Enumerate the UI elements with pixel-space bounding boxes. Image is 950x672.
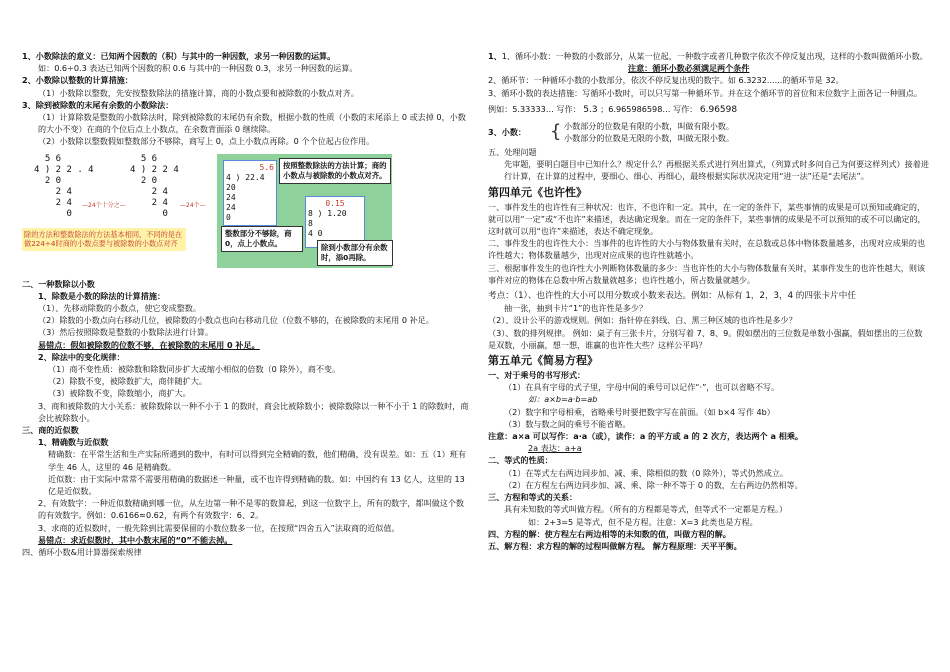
equality-rule-1: （1）在等式左右两边同步加、减、乘、除相似的数（0 除外），等式仍然成立。: [504, 467, 789, 478]
possibility-types: 一、事件发生的也许性有三种状况：也许、不也许和一定。其中，在一定的条件下，某些事情的成果是可以预知或确定的，就可以用“一定”或“不也许”来描述，表达确定现象。而在一定的条件下，某些事情的成果是不可以预知的或不可以确定的，这时就可以用“也许”来描述，表达不确定现象。: [488, 201, 926, 237]
possibility-size: 二、事件发生的也许性大小：当事件的也许性的大小与物体数量有关时，在总数或总体中物体数量越多，出现对应成果的也许性越大；物体数量越少，出现对应成果的也许性就越小。: [488, 238, 926, 261]
exam-point-2: （2）、设计公平的游戏规则。例如：指针停在斜线、白、黑三种区域的也许性是多少？: [488, 315, 797, 326]
remainder-heading: 3、除到被除数的末尾有余数的小数除法：: [22, 99, 174, 110]
pitfall-note-2: 易错点：求近似数时，其中小数末尾的“0”不能去掉。: [38, 534, 233, 545]
rule-paragraph: （1）计算除数是整数的小数除法时，除到被除数的末尾仍有余数，根据小数的性质（小数的末尾添上 0 或去掉 0，小数的大小不变）在商的个位后点上小数点，在余数背面添 0 继续除。: [38, 112, 466, 135]
example-line: 如：0.6÷0.3 表达已知两个因数的积 0.6 与其中的一种因数 0.3，求另一种因数的运算。: [38, 63, 358, 74]
decimal-types: [488, 120, 930, 146]
zero-quotient-callout: 整数部分不够除，商0，点上小数点。: [221, 226, 303, 252]
equation-def: 具有未知数的等式叫做方程。（所有的方程都是等式，但等式不一定都是方程。）: [504, 504, 788, 515]
unit-5-title: 第五单元《简易方程》: [488, 354, 598, 368]
rule-quotient-unchanged: （1）商不变性质：被除数和除数同步扩大或缩小相似的倍数（0 除外），商不变。: [48, 364, 341, 375]
finite-decimal-def: 小数部分的位数是有限的小数，叫做有限小数。: [564, 121, 734, 132]
section-5-heading: 五、处理问题: [488, 147, 537, 158]
annotation-ones: —24个—: [180, 201, 206, 209]
note-conditions: 注意：循环小数必须满足两个条件: [628, 63, 750, 74]
solution-def: 四、方程的解：使方程左右两边相等的未知数的值，叫做方程的解。: [488, 528, 731, 539]
rule-3: （3）被除数不变，除数缩小，商扩大。: [48, 388, 191, 399]
equation-example: 如：2+3=5 是等式，但不是方程。注意：X=3 此类也是方程。: [528, 516, 758, 527]
significant-digits: 2、有效数字：一种近似数精确到哪一位，从左边第一种不是零的数算起，到这一位数字上，所有的数字，都叫做这个数的有效数字。例如：0.6166≈0.62，有两个有效数字：6、2。: [38, 498, 465, 521]
example-division-b: 0.15 8 ) 1.20 8 4 0: [305, 196, 365, 248]
right-column: [488, 50, 930, 552]
multiply-rule-1: （1）在具有字母的式子里，字母中间的乘号可以记作“·”，也可以省略不写。: [504, 382, 780, 393]
infinite-decimal-def: 小数部分的位数是无限的小数，叫做无限小数。: [564, 133, 734, 144]
multiply-rule-2: （2）数字和字母相乘，省略乘号时要把数字写在前面。（如 b×4 写作 4b）: [504, 406, 775, 417]
illustration-panel: [217, 154, 392, 268]
division-figure: [22, 154, 470, 274]
step-3: （3）然后按照除数是整数的小数除法进行计算。: [38, 327, 214, 338]
repetend-def: 2、循环节：一种循环小数的小数部分，依次不停反复出现的数字。如 6.3232......的循环节是 32。: [488, 75, 844, 86]
decimal-by-integer-heading: 2、小数除以整数的计算措施：: [22, 75, 133, 86]
append-zero-callout: 除到小数部分有余数时，添0再除。: [317, 240, 393, 266]
notation-method: 3、循环小数的表达措施：写循环小数时，可以只写第一种循环节。并在这个循环节的首位和末位数字上面各记一种圆点。: [488, 87, 923, 98]
square-note: 注意：a×a 可以写作：a·a（或），读作：a 的平方或 a 的 2 次方，表达两个 a 相乘。: [488, 431, 804, 442]
decimal-division-meaning: 1、小数除法的意义：已知两个因数的（积）与其中的一种因数，求另一种因数的运算。: [22, 51, 336, 61]
multiply-sign-heading: 一、对于乘号的书写形式：: [488, 370, 586, 381]
equality-heading: 二、等式的性质：: [488, 455, 553, 466]
brace-icon: {: [550, 121, 562, 143]
problem-solving-text: 先审题，要明白题目中已知什么？规定什么？再根据关系式进行列出算式，（列算式时多问自己为何要这样列式）接着进行计算，在计算的过程中，要细心、细心、再细心，最终根据实际状况决定用“进一法”还是“去尾法”。: [504, 159, 929, 182]
rule-2: （2）除数不变，被除数扩大，商伴随扩大。: [48, 376, 207, 387]
multiply-rule-3: （3）数与数之间的乘号不能省略。: [504, 418, 631, 429]
solving-def: 五、解方程：求方程的解的过程叫做解方程。 解方程原理：天平平衡。: [488, 540, 742, 551]
section-3-heading: 三、商的近似数: [22, 425, 79, 436]
multiply-example: 如：a×b=a·b=ab: [528, 394, 598, 405]
exact-approx-heading: 1、精确数与近似数: [38, 437, 109, 448]
approx-number-def: 近似数：由于实际中常常不需要用精确的数据述一种量，或不也许得到精确的数。如：中国约有 13 亿人，这里的 13 亿是近似数。: [48, 473, 465, 497]
rule-line-2: （2）小数除以整数假如整数部分不够除，商写上 0，点上小数点再除。0 个个位起占位作用。: [38, 136, 375, 147]
exam-point-3: （3）、数的排列规律。 例如：桌子有三张卡片，分别写着 7、8、9。假如摆出的三位数是单数小强赢，假如摆出的三位数是双数，小丽赢，想一想，谁赢的也许性大些？这样公平吗？: [488, 327, 923, 350]
step-1: （1）、先移动除数的小数点，使它变成整数。: [38, 303, 201, 314]
example-notation-2: 6.96598: [699, 104, 738, 115]
decimal-types-label: 3、小数：: [488, 127, 527, 138]
divisor-decimal-heading: 1、除数是小数的除法的计算措施：: [38, 290, 166, 301]
section-4-heading: 四、循环小数&用计算器探索规律: [22, 547, 142, 558]
annotation-tenths: —24个十分之—: [82, 201, 126, 209]
unit-4-title: 第四单元《也许性》: [488, 185, 587, 199]
step-2: （2）除数的小数点向右移动几位，被除数的小数点也向右移动几位（位数不够的，在被除数的末尾用 0 补足。: [38, 315, 434, 326]
notation-example: 例如：5.33333… 写作： 5.3 ；6.965986598… 写作： 6.96598: [488, 103, 738, 115]
quotient-relation: 3、商和被除数的大小关系：被除数除以一种不小于 1 的数时，商会比被除数小；被除数除以一种不小于 1 的除数时，商会比被除数小。: [38, 400, 469, 423]
example-division-a: 5.6 4 ) 22.4 20 24 24 0: [223, 160, 277, 226]
exact-number-def: 精确数：在平常生活和生产实际所遇到的数中，有时可以得到完全精确的数，他们精确，没有误差。如：五（1）班有学生 46 人，这里的 46 是精确数。: [48, 449, 466, 472]
method-note: 除的方法和整数除法的方法基本相同，不同的是在做224÷4时商的小数点要与被除数的小数点对齐: [22, 228, 186, 251]
equality-rule-2: （2）在方程左右两边同步加、减、乘、除一种不等于 0 的数，左右两边仍然相等。: [504, 479, 803, 490]
equation-relation-heading: 三、方程和等式的关系：: [488, 492, 578, 503]
section-2-heading: 二、一种数除以小数: [22, 278, 95, 289]
repeating-decimal-def: 1、1、循环小数：一种数的小数部分，从某一位起，一种数字或者几种数字依次不停反复出现，这样的小数叫做循环小数。: [488, 51, 928, 61]
long-division-2: 5 6 4 ) 2 2 4 2 0 2 4 2 4 0: [130, 153, 179, 219]
rules-heading: 2、除法中的变化规律：: [38, 351, 125, 362]
exam-point-1: 考点：（1）、也许性的大小可以用分数或小数来表达。例如：从标有 1，2，3，4 的四张卡片中任: [488, 291, 856, 302]
long-division-1: 5 6 4 ) 2 2 . 4 2 0 2 4 2 4 0: [34, 153, 94, 219]
left-column: [22, 50, 470, 558]
exam-point-1b: 抽一张，抽到卡片“1”的也许性是多少？: [504, 303, 648, 314]
approx-quotient: 3、求商的近似数时，一般先除到比需要保留的小数位数多一位，在按照“四舍五入”法取商的近似值。: [38, 522, 400, 533]
possibility-judge: 三、根据事件发生的也许性大小判断物体数量的多少：当也许性的大小与物体数量有关时，某事件发生的也许性越大，则该事件对应的物体在总数中所占数量就越多；也许性越小，所占数量就越少。: [488, 262, 926, 285]
example-notation-1: 5.3: [583, 104, 598, 115]
rule-line: （1）小数除以整数，先安按整数除法的措施计算，商的小数点要和被除数的小数点对齐。: [38, 87, 359, 98]
method-callout: 按照整数除法的方法计算；商的小数点与被除数的小数点对齐。: [279, 158, 391, 184]
pitfall-note: 易错点：假如被除数的位数不够，在被除数的末尾用 0 补足。: [38, 339, 260, 350]
square-note-2: 2a 表达：a+a: [528, 443, 582, 454]
